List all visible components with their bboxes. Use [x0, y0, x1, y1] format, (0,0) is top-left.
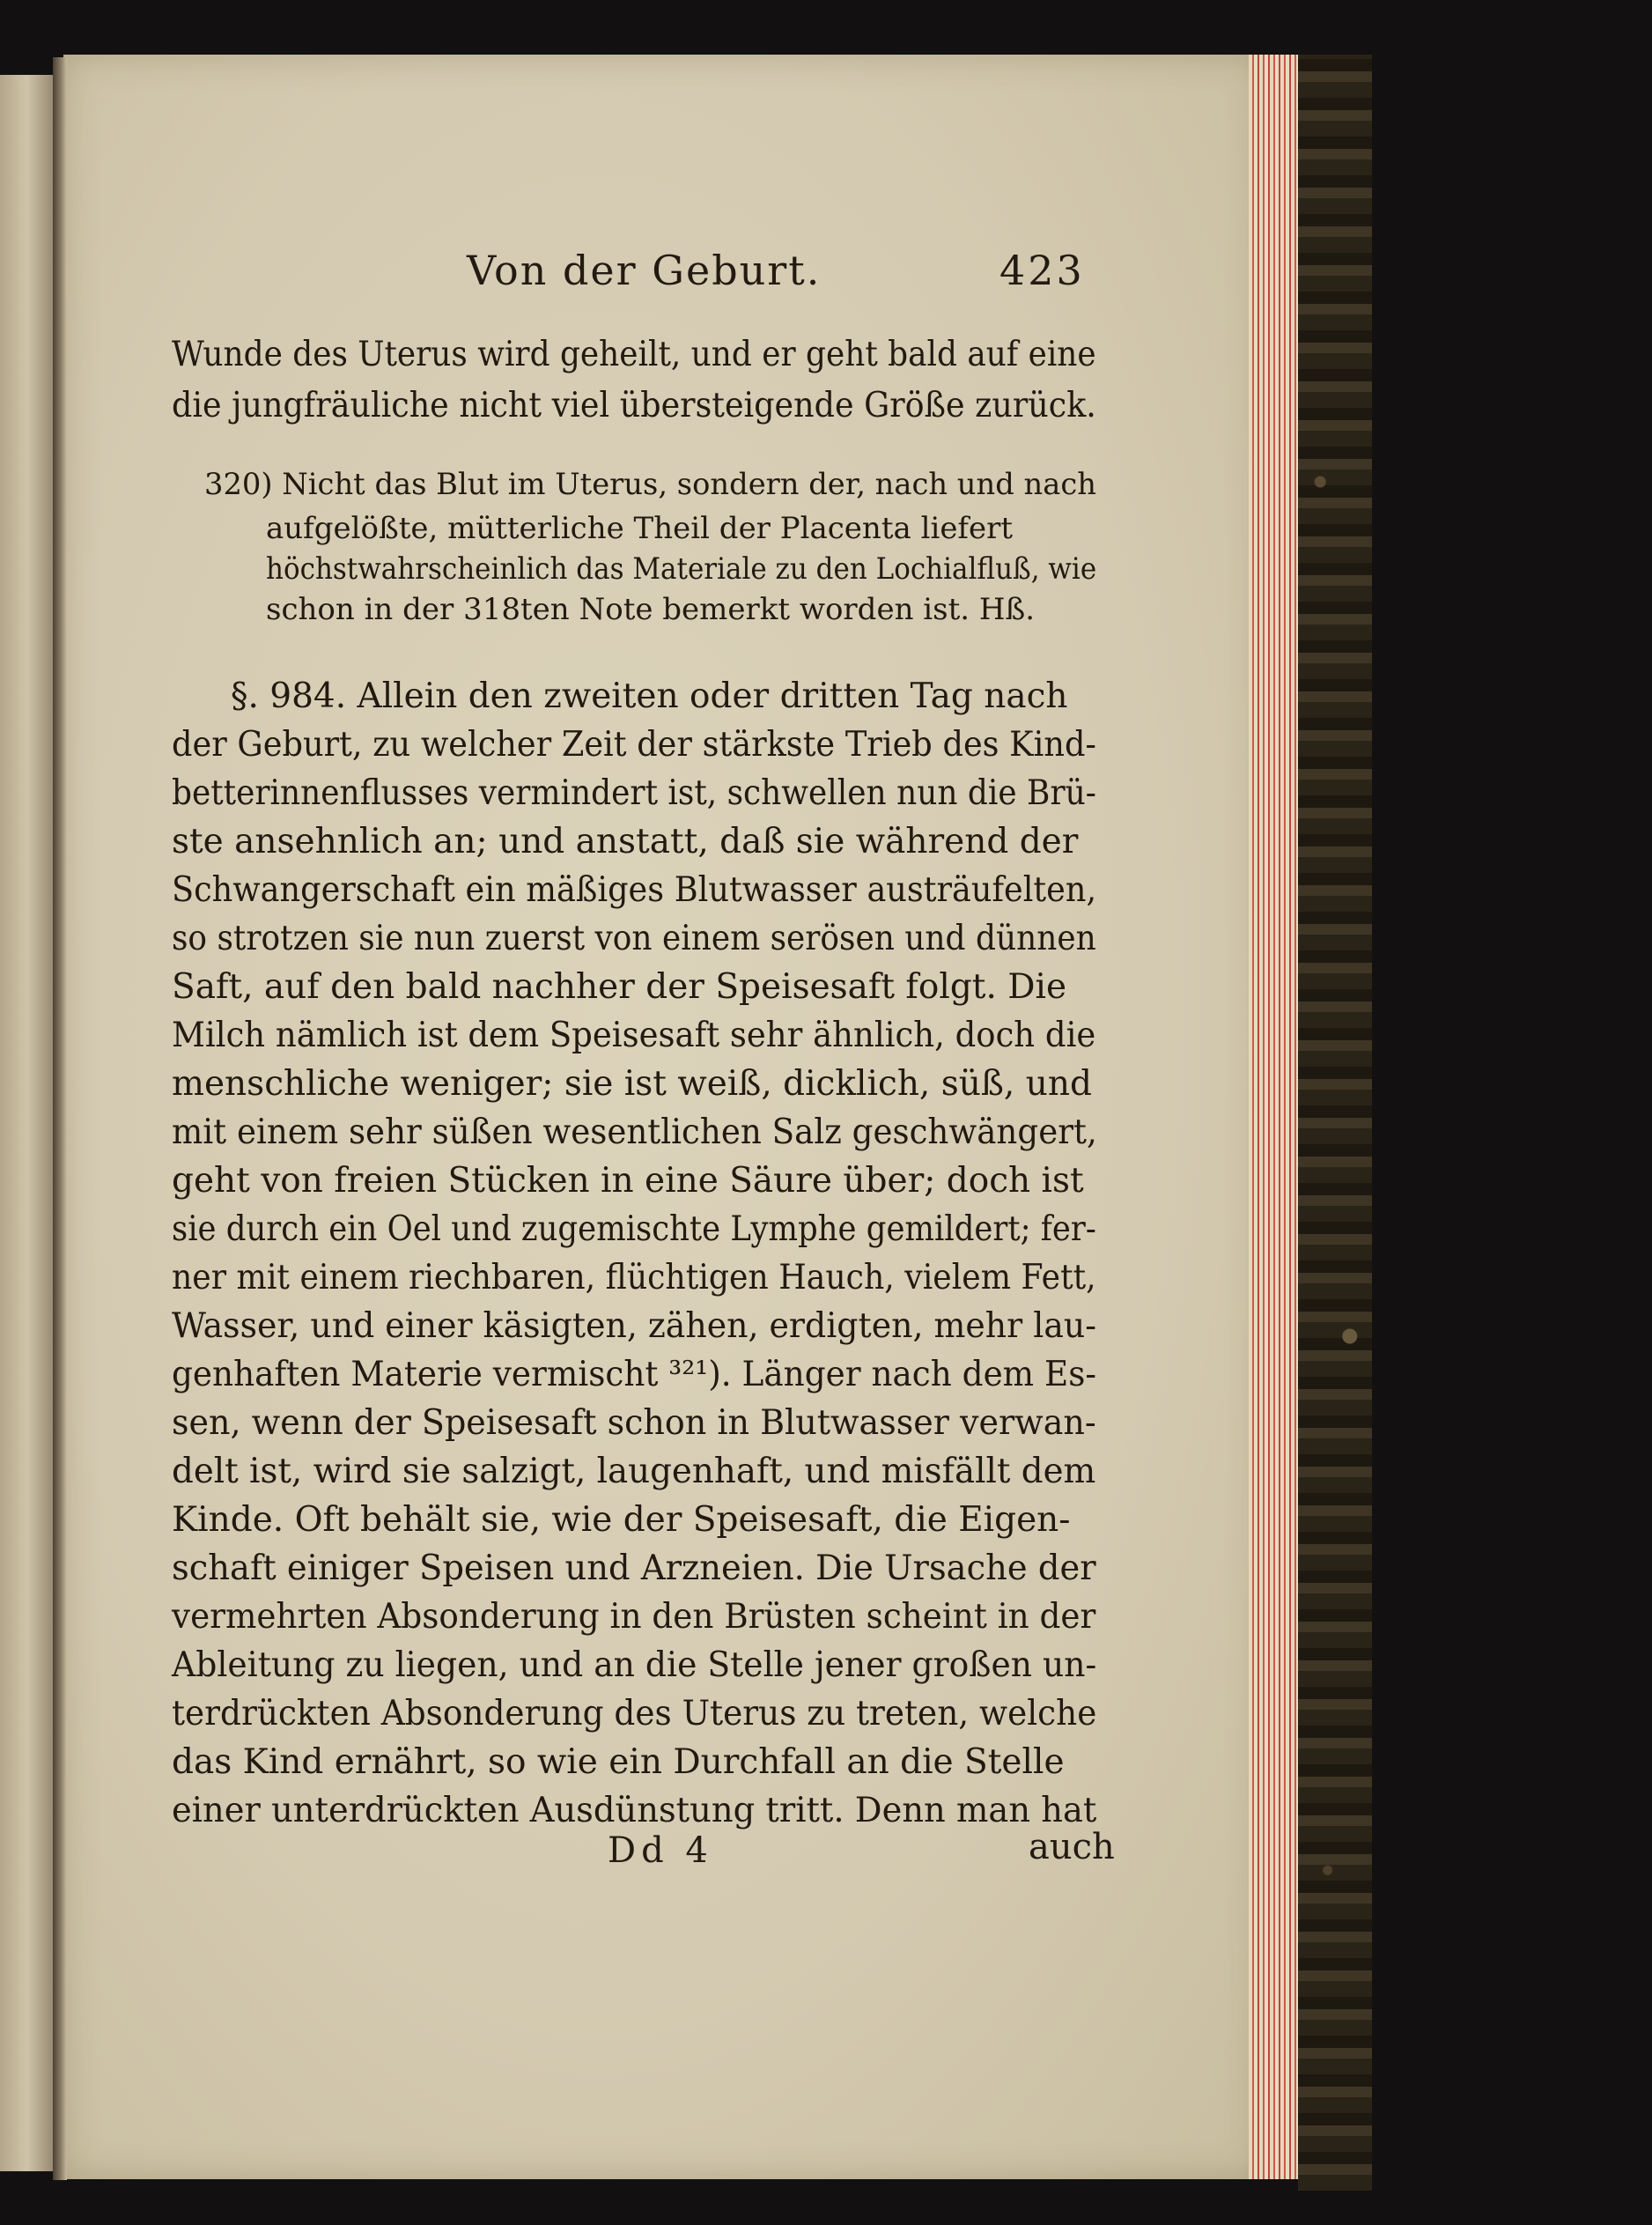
paragraph-line: sie durch ein Oel und zugemischte Lymphe gemildert; fer-	[172, 1209, 1096, 1249]
paragraph-line: genhaften Materie vermischt ³²¹). Länger nach dem Es-	[172, 1355, 1097, 1394]
paragraph-line: Schwangerschaft ein mäßiges Blutwasser austräufelten,	[172, 870, 1097, 910]
running-head-title: Von der Geburt.	[467, 247, 822, 294]
signature-mark: Dd 4	[608, 1830, 713, 1871]
paragraph-line: ner mit einem riechbaren, flüchtigen Hauch, vielem Fett,	[172, 1258, 1096, 1297]
body-line: die jungfräuliche nicht viel übersteigende Größe zurück.	[172, 386, 1096, 425]
paragraph-line: Wasser, und einer käsigten, zähen, erdigten, mehr lau-	[172, 1306, 1097, 1346]
footnote-line: aufgelößte, mütterliche Theil der Placenta liefert	[266, 511, 1014, 546]
paragraph-line: terdrückten Absonderung des Uterus zu treten, welche	[172, 1694, 1097, 1733]
book-gutter	[53, 57, 67, 2180]
footnote-line: höchstwahrscheinlich das Materiale zu den Lochialfluß, wie	[266, 551, 1097, 587]
paragraph-line: schaft einiger Speisen und Arzneien. Die Ursache der	[172, 1549, 1096, 1588]
footnote-line: 320) Nicht das Blut im Uterus, sondern der, nach und nach	[204, 467, 1097, 502]
book-cover-edge	[1298, 55, 1372, 2191]
paragraph-line: betterinnenflusses vermindert ist, schwellen nun die Brü-	[172, 773, 1096, 813]
paragraph-line: geht von freien Stücken in eine Säure über; doch ist	[172, 1161, 1084, 1201]
paragraph-line: Saft, auf den bald nachher der Speisesaft folgt. Die	[172, 967, 1067, 1007]
paragraph-line: Kinde. Oft behält sie, wie der Speisesaft, die Eigen-	[172, 1500, 1071, 1540]
paragraph-line: vermehrten Absonderung in den Brüsten scheint in der	[172, 1597, 1096, 1637]
catchword: auch	[1029, 1827, 1115, 1867]
footnote-line: schon in der 318ten Note bemerkt worden ist. Hß.	[266, 592, 1036, 627]
paragraph-line: §. 984. Allein den zweiten oder dritten Tag nach	[231, 676, 1068, 716]
paragraph-line: menschliche weniger; sie ist weiß, dicklich, süß, und	[172, 1064, 1092, 1104]
paragraph-line: so strotzen sie nun zuerst von einem serösen und dünnen	[172, 919, 1096, 958]
paragraph-line: sen, wenn der Speisesaft schon in Blutwasser verwan-	[172, 1403, 1096, 1443]
paragraph-line: ste ansehnlich an; und anstatt, daß sie während der	[172, 822, 1079, 861]
paragraph-line: einer unterdrückten Ausdünstung tritt. Denn man hat	[172, 1791, 1097, 1830]
paragraph-line: der Geburt, zu welcher Zeit der stärkste Trieb des Kind-	[172, 725, 1096, 765]
page-block-edge	[1249, 55, 1298, 2179]
paragraph-line: delt ist, wird sie salzigt, laugenhaft, und misfällt dem	[172, 1452, 1096, 1491]
paragraph-line: Milch nämlich ist dem Speisesaft sehr ähnlich, doch die	[172, 1016, 1096, 1055]
paragraph-line: Ableitung zu liegen, und an die Stelle jener großen un-	[172, 1645, 1097, 1685]
page-number: 423	[999, 247, 1085, 294]
facing-page-edge	[0, 75, 60, 2171]
paragraph-line: mit einem sehr süßen wesentlichen Salz geschwängert,	[172, 1112, 1097, 1152]
paragraph-line: das Kind ernährt, so wie ein Durchfall an die Stelle	[172, 1742, 1065, 1782]
body-line: Wunde des Uterus wird geheilt, und er geht bald auf eine	[172, 335, 1096, 374]
